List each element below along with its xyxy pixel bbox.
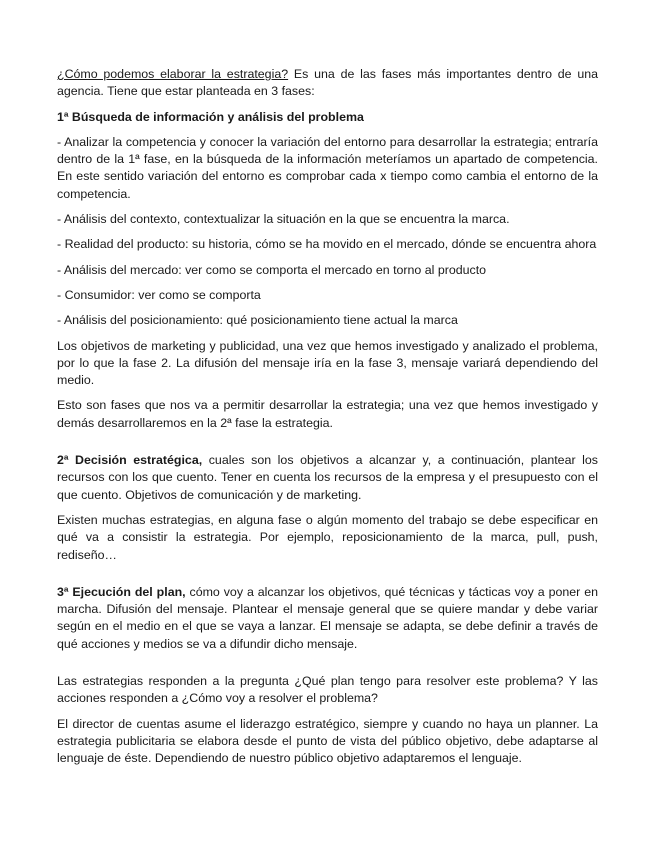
phase1-item-mercado: - Análisis del mercado: ver como se comporta el mercado en torno al producto xyxy=(57,262,487,277)
spacer xyxy=(57,661,598,673)
phase2-heading: 2ª Decisión estratégica, xyxy=(57,453,203,468)
spacer xyxy=(57,440,598,452)
phase3-text: cómo voy a alcanzar los objetivos, qué técnicas y tácticas voy a poner en marcha. Difusión del mensaje. Plantear el mensaje general que se quiere mandar y debe variar según en el medio en el que se vaya a lanzar. El mensaje se adapta, se debe definir a través de qué acciones y medios se va a difundir dicho mensaje. xyxy=(57,584,598,651)
objectives-paragraph: Los objetivos de marketing y publicidad, una vez que hemos investigado y analizado el problema, por lo que la fase 2. La difusión del mensaje iría en la fase 3, mensaje variará dependiendo del medio. xyxy=(57,338,598,388)
phases-paragraph: Esto son fases que nos va a permitir desarrollar la estrategia; una vez que hemos investigado y demás desarrollaremos en la 2ª fase la estrategia. xyxy=(57,398,598,430)
strategies-paragraph: Existen muchas estrategias, en alguna fase o algún momento del trabajo se debe especificar en qué va a consistir la estrategia. Por ejemplo, reposicionamiento de la marca, pull, push, rediseño… xyxy=(57,512,598,562)
phase2-text: cuales son los objetivos a alcanzar y, a continuación, plantear los recursos con los que cuento. Tener en cuenta los recursos de la empresa y el presupuesto con el que cuento. Objetivos de comunicación y de marketing. xyxy=(57,453,598,502)
phase1-item-competencia: - Analizar la competencia y conocer la variación del entorno para desarrollar la estrategia; entraría dentro de la 1ª fase, en la búsqueda de la información meteríamos un apartado de competencia. En este sentido variación del entorno es comprobar cada x tiempo como cambia el entorno de la competencia. xyxy=(57,134,598,201)
phase3-paragraph xyxy=(57,584,598,653)
questions-paragraph: Las estrategias responden a la pregunta ¿Qué plan tengo para resolver este problema? Y las acciones responden a ¿Cómo voy a resolver el problema? xyxy=(57,674,598,706)
intro-paragraph xyxy=(57,66,598,101)
intro-text: Es una de las fases más importantes dentro de una agencia. Tiene que estar planteada en 3 fases: xyxy=(57,67,599,99)
director-paragraph: El director de cuentas asume el liderazgo estratégico, siempre y cuando no haya un planner. La estrategia publicitaria se elabora desde el punto de vista del público objetivo, debe adaptarse al lenguaje de éste. Dependiendo de nuestro público objetivo adaptaremos el lenguaje. xyxy=(57,716,598,766)
phase1-item-consumidor: - Consumidor: ver como se comporta xyxy=(57,287,261,302)
intro-question: ¿Cómo podemos elaborar la estrategia? xyxy=(57,67,289,81)
phase1-item-contexto: - Análisis del contexto, contextualizar la situación en la que se encuentra la marca. xyxy=(57,212,510,227)
spacer xyxy=(57,572,598,584)
phase3-heading: 3ª Ejecución del plan, xyxy=(57,584,186,599)
phase2-paragraph xyxy=(57,452,598,504)
phase1-heading xyxy=(57,109,598,126)
phase1-item-posicionamiento: - Análisis del posicionamiento: qué posicionamiento tiene actual la marca xyxy=(57,313,458,328)
phase1-heading-text: 1ª Búsqueda de información y análisis del problema xyxy=(57,109,364,124)
phase1-item-producto: - Realidad del producto: su historia, cómo se ha movido en el mercado, dónde se encuentra ahora xyxy=(57,237,597,252)
